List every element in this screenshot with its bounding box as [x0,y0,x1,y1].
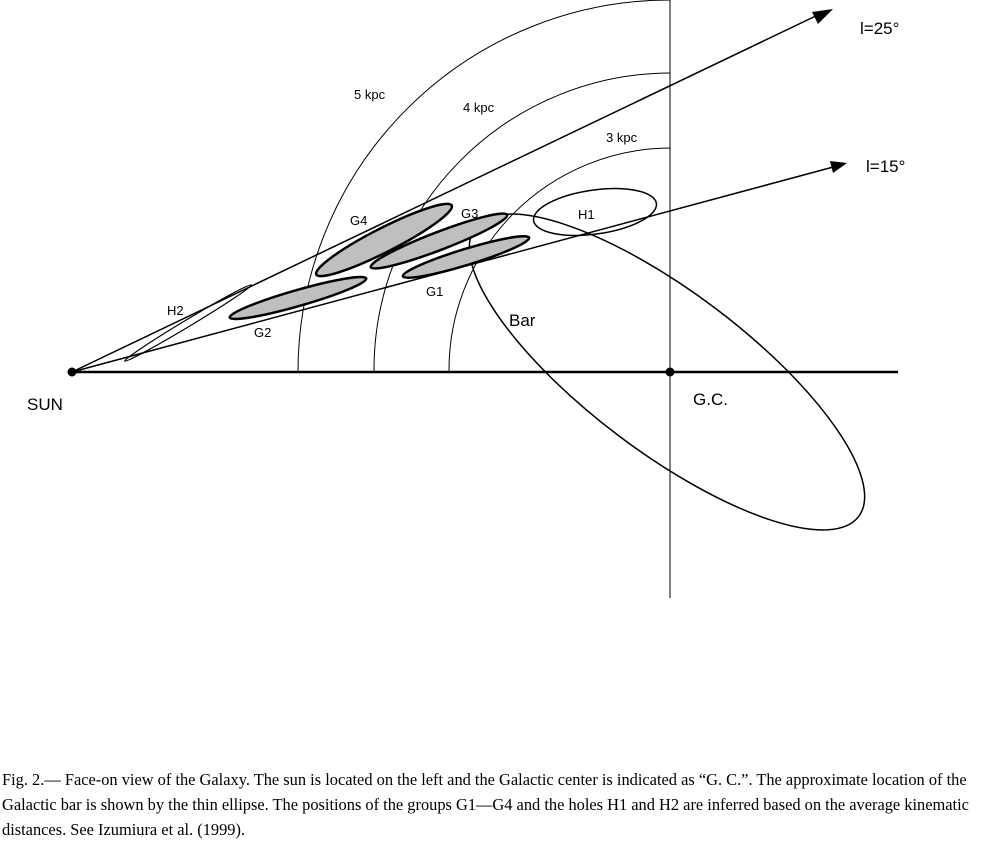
ring-3kpc-label: 3 kpc [606,130,638,145]
galactic-center-label: G.C. [693,390,728,409]
hole-h1-ellipse [531,182,660,243]
galactic-center-marker [666,368,675,377]
ring-5kpc-arc [298,0,670,372]
g1-label: G1 [426,284,444,299]
g4-label: G4 [350,213,368,228]
g3-label: G3 [461,206,479,221]
ring-5kpc-label: 5 kpc [354,87,386,102]
l15-label: l=15° [866,157,906,176]
sun-marker [68,368,77,377]
h2-label: H2 [167,303,184,318]
l25-label: l=25° [860,19,900,38]
sightline-l25 [72,13,822,372]
sightline-l15 [72,166,837,372]
ring-4kpc-label: 4 kpc [463,100,495,115]
g2-label: G2 [254,325,272,340]
bar-label: Bar [509,311,536,330]
sightline-l25-arrowhead [812,9,833,24]
h1-label: H1 [578,207,595,222]
sun-label: SUN [27,395,63,414]
figure-caption: Fig. 2.— Face-on view of the Galaxy. The sun is located on the left and the Galactic center is indicated as “G. C.”. The approximate location of the Galactic bar is shown by the thin ellipse. The positions of the groups G1—G4 and the holes H1 and H2 are inferred based on the average kinematic distances. See Izumiura et al. (1999). [2,770,969,839]
sightline-l15-arrowhead [830,161,847,173]
